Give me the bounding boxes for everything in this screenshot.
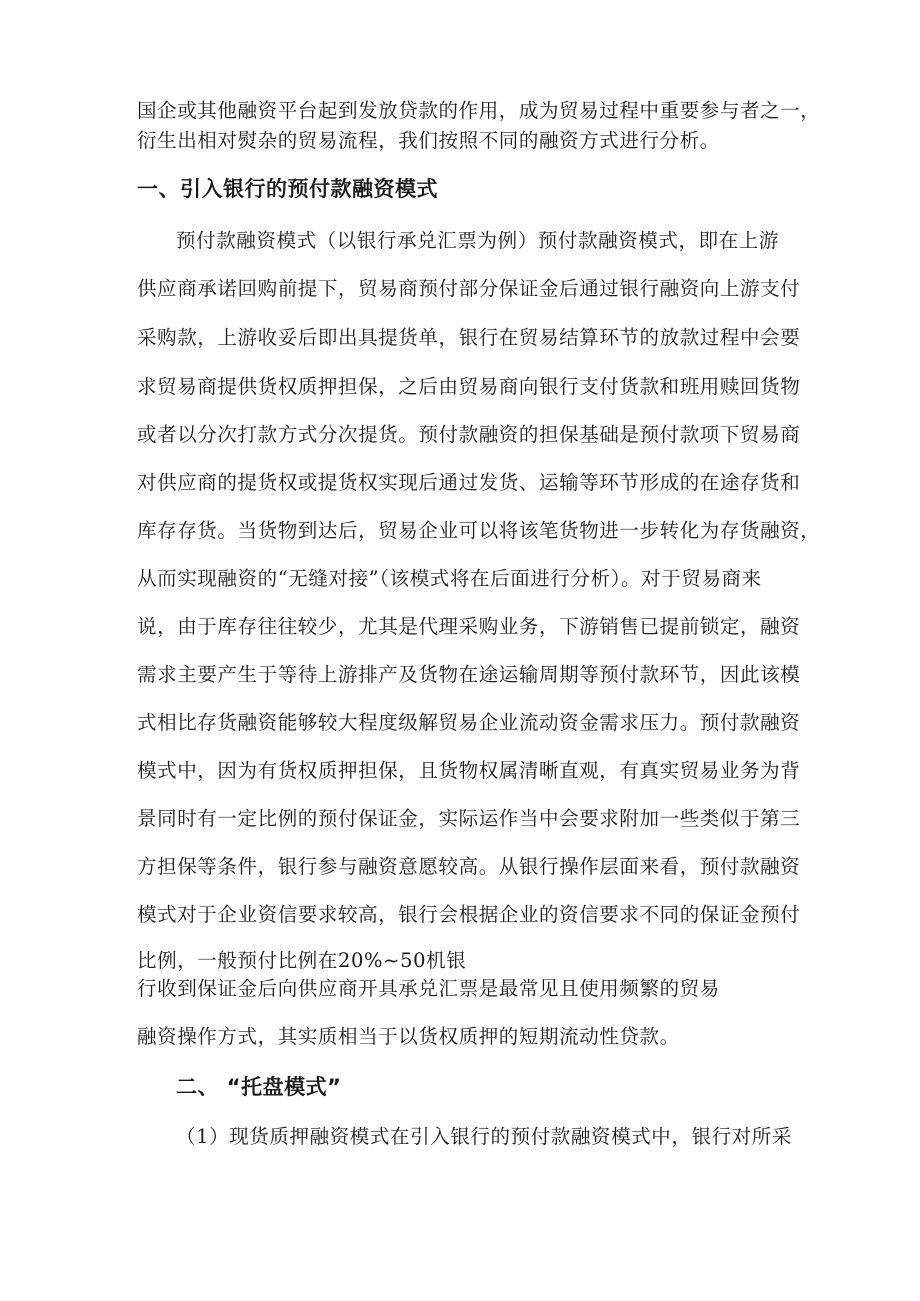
paragraph-line: 说，由于库存往往较少，尤其是代理采购业务，下游销售已提前锁定，融资 xyxy=(137,615,801,638)
paragraph-line: 比例，一般预付比例在20%~50机银 xyxy=(137,949,467,972)
intro-line-2: 衍生出相对熨杂的贸易流程，我们按照不同的融资方式进行分析。 xyxy=(137,129,720,152)
section-1-heading: 一、引入银行的预付款融资模式 xyxy=(137,177,438,201)
paragraph-line: 供应商承诺回购前提下，贸易商预付部分保证金后通过银行融资向上游支付 xyxy=(137,277,801,300)
paragraph-line: 预付款融资模式（以银行承兑汇票为例）预付款融资模式，即在上游 xyxy=(176,229,780,252)
paragraph-line: 对供应商的提货权或提货权实现后通过发货、运输等环节形成的在途存货和 xyxy=(137,471,801,494)
paragraph-line: 模式中，因为有货权质押担保，且货物权属清晰直观，有真实贸易业务为背 xyxy=(137,759,801,782)
paragraph-line: 方担保等条件，银行参与融资意愿较高。从银行操作层面来看，预付款融资 xyxy=(137,855,801,878)
paragraph-line: 景同时有一定比例的预付保证金，实际运作当中会要求附加一些类似于第三 xyxy=(137,807,801,830)
paragraph-line: （1）现货质押融资模式在引入银行的预付款融资模式中，银行对所采 xyxy=(176,1125,793,1148)
paragraph-line: 式相比存货融资能够较大程度级解贸易企业流动资金需求压力。预付款融资 xyxy=(137,711,801,734)
section-2-heading: 二、 “托盘模式” xyxy=(176,1075,342,1099)
paragraph-line: 或者以分次打款方式分次提货。预付款融资的担保基础是预付款项下贸易商 xyxy=(137,423,801,446)
paragraph-line: 行收到保证金后向供应商开具承兑汇票是最常见且使用频繁的贸易 xyxy=(137,977,720,1000)
paragraph-line: 模式对于企业资信要求较高，银行会根据企业的资信要求不同的保证金预付 xyxy=(137,903,801,926)
paragraph-line: 从而实现融资的“无缝对接”（该模式将在后面进行分析）。对于贸易商来 xyxy=(137,567,762,590)
intro-line-1: 国企或其他融资平台起到发放贷款的作用，成为贸易过程中重要参与者之一， xyxy=(137,99,821,122)
paragraph-line: 求贸易商提供货权质押担保，之后由贸易商向银行支付货款和班用赎回货物 xyxy=(137,375,801,398)
paragraph-line: 采购款，上游收妥后即出具提货单，银行在贸易结算环节的放款过程中会要 xyxy=(137,326,801,349)
paragraph-line: 融资操作方式，其实质相当于以货权质押的短期流动性贷款。 xyxy=(137,1025,680,1048)
paragraph-line: 库存存货。当货物到达后，贸易企业可以将该笔货物进一步转化为存货融资， xyxy=(137,519,821,542)
paragraph-line: 需求主要产生于等待上游排产及货物在途运输周期等预付款环节，因此该模 xyxy=(137,663,801,686)
